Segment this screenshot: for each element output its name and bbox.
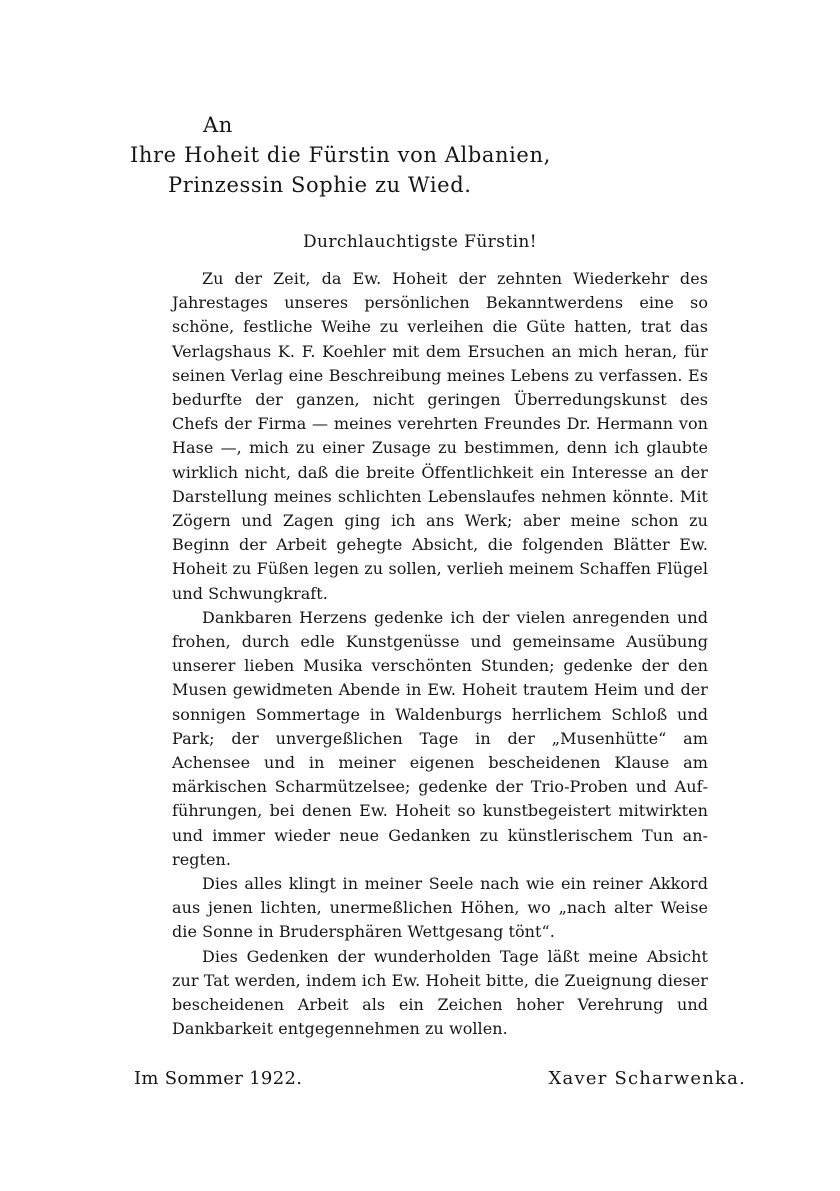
- salutation: Durchlauchtigste Fürstin!: [303, 232, 537, 252]
- paragraph-2: Dankbaren Herzens gedenke ich der vielen anregenden und frohen, durch edle Kunstgenüsse und gemeinsame Ausübung unserer lieben Musika verschönten Stunden; gedenke der den Musen gewidmeten Abende in Ew. Hoheit trautem Heim und der sonnigen Sommertage in Waldenburgs herrlichem Schloß und Park; der unvergeßlichen Tage in der „Musenhütte“ am Achensee und in meiner eigenen bescheidenen Klause am märkischen Scharmützelsee; gedenke der Trio-Proben und Aufführungen, bei denen Ew. Hoheit so kunstbegeistert mitwirkten und immer wieder neue Gedanken zu künstlerischem Tun anregten.: [172, 607, 708, 869]
- date-line: Im Sommer 1922.: [134, 1068, 303, 1089]
- address-an: An: [203, 113, 233, 137]
- address-recipient-name: Prinzessin Sophie zu Wied.: [168, 173, 472, 197]
- paragraph-4: Dies Gedenken der wunderholden Tage läßt meine Absicht zur Tat werden, indem ich Ew. Hoheit bitte, die Zueignung dieser bescheidenen Arbeit als ein Zeichen hoher Verehrung und Dankbarkeit entgegennehmen zu wollen.: [172, 946, 708, 1039]
- paragraph-3: Dies alles klingt in meiner Seele nach wie ein reiner Akkord aus jenen lichten, unermeßlichen Höhen, wo „nach alter Weise die Sonne in Brudersphären Wettgesang tönt“.: [172, 874, 708, 942]
- signature: Xaver Scharwenka.: [548, 1068, 746, 1089]
- address-recipient-title: Ihre Hoheit die Fürstin von Albanien,: [130, 143, 551, 167]
- paragraph-1: Zu der Zeit, da Ew. Hoheit der zehnten Wiederkehr des Jahrestages unseres persönlichen Bekanntwerdens eine so schöne, festliche Weihe zu verleihen die Güte hatten, trat das Verlagshaus K. F. Koehler mit dem Ersuchen an mich heran, für seinen Verlag eine Beschreibung meines Lebens zu verfassen. Es bedurfte der ganzen, nicht geringen Überredungskunst des Chefs der Firma — meines verehrten Freundes Dr. Hermann von Hase —, mich zu einer Zusage zu bestimmen, denn ich glaubte wirklich nicht, daß die breite Öffentlichkeit ein Interesse an der Darstellung meines schlichten Lebenslaufes nehmen könnte. Mit Zögern und Zagen ging ich ans Werk; aber meine schon zu Beginn der Arbeit gehegte Absicht, die folgenden Blätter Ew. Hoheit zu Füßen legen zu sollen, verlieh meinem Schaffen Flügel und Schwungkraft.: [172, 269, 708, 603]
- dedication-body: [172, 267, 708, 1042]
